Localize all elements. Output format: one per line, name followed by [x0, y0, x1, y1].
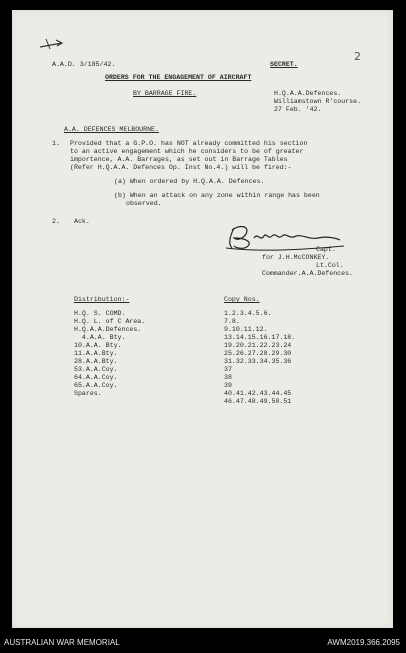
para-1-sub-b-cont: observed. [126, 200, 162, 207]
para-2-text: Ack. [74, 218, 90, 225]
distribution-copies: 31.32.33.34.35.36 [224, 358, 292, 365]
pencil-page-number: 2 [354, 50, 361, 63]
addressee: A.A. DEFENCES MELBOURNE. [64, 126, 159, 133]
table-row [74, 310, 374, 318]
distribution-unit: H.Q. S. COMD. [74, 310, 126, 317]
distribution-copies: 25.26.27.28.29.30 [224, 350, 292, 357]
file-reference: A.A.D. 3/185/42. [52, 61, 116, 68]
document-subtitle: BY BARRAGE FIRE. [133, 90, 197, 97]
distribution-copies: 7.8. [224, 318, 240, 325]
distribution-copies: 9.10.11.12. [224, 326, 268, 333]
table-row [74, 334, 374, 342]
table-row [74, 350, 374, 358]
pencil-arrow-mark [38, 37, 66, 51]
distribution-copies: 39 [224, 382, 232, 389]
para-1-number: 1. [52, 140, 60, 147]
para-1-line: importence, A.A. Barrages, as set out in Barrage Tables [70, 156, 288, 163]
signature-rank: Capt. [316, 246, 336, 253]
table-row [74, 382, 374, 390]
signature-for-line: for J.H.McCONKEY. [262, 254, 330, 261]
distribution-heading: Distribution:- [74, 296, 130, 303]
distribution-table [74, 310, 384, 410]
distribution-unit: 28.A.A.Bty. [74, 358, 118, 365]
document-page [12, 10, 393, 628]
footer-accession-number: AWM2019.366.2095 [327, 638, 400, 647]
classification: SECRET. [270, 61, 298, 68]
table-row [74, 390, 374, 398]
table-row [74, 398, 374, 406]
distribution-unit: 10.A.A. Bty. [74, 342, 122, 349]
signature-rank-2: Lt.Col. [316, 262, 344, 269]
table-row [74, 374, 374, 382]
distribution-copies: 1.2.3.4.5.6. [224, 310, 272, 317]
distribution-copies: 40.41.42.43.44.45 [224, 390, 292, 397]
para-1-sub-b: (b) When an attack on any zone within range has been [114, 192, 320, 199]
table-row [74, 358, 374, 366]
para-1-line: to an active engagement which he considers to be of greater [70, 148, 304, 155]
table-row [74, 342, 374, 350]
origin-line-3: 27 Feb. '42. [274, 106, 322, 113]
footer-institution: AUSTRALIAN WAR MEMORIAL [4, 638, 120, 647]
distribution-copies: 38 [224, 374, 232, 381]
copy-nos-heading: Copy Nos. [224, 296, 260, 303]
distribution-unit: H.Q.A.A.Defences. [74, 326, 142, 333]
para-2-number: 2. [52, 218, 60, 225]
para-1-sub-a: (a) When ordered by H.Q.A.A. Defences. [114, 178, 265, 185]
table-row [74, 318, 374, 326]
distribution-copies: 46.47.48.49.50.51 [224, 398, 292, 405]
distribution-unit: H.Q. L. of C Area. [74, 318, 146, 325]
table-row [74, 326, 374, 334]
para-1-line: (Refer H.Q.A.A. Defences Op. Inst No.4.) will be fired:- [70, 164, 292, 171]
distribution-unit: 11.A.A.Bty. [74, 350, 118, 357]
origin-line-2: Williamstown R'course. [274, 98, 362, 105]
distribution-unit: 65.A.A.Coy. [74, 382, 118, 389]
distribution-unit: Spares. [74, 390, 102, 397]
distribution-copies: 19.20.21.22.23.24 [224, 342, 292, 349]
table-row [74, 366, 374, 374]
origin-line-1: H.Q.A.A.Defences. [274, 90, 342, 97]
distribution-copies: 13.14.15.16.17.18. [224, 334, 296, 341]
distribution-unit: 64.A.A.Coy. [74, 374, 118, 381]
distribution-unit: 53.A.A.Coy. [74, 366, 118, 373]
distribution-copies: 37 [224, 366, 232, 373]
distribution-unit: 4.A.A. Bty. [74, 334, 126, 341]
document-title: ORDERS FOR THE ENGAGEMENT OF AIRCRAFT [105, 74, 252, 81]
signature-appointment: Commander.A.A.Defences. [262, 270, 354, 277]
para-1-line: Provided that a G.P.O. has NOT already committed his section [70, 140, 308, 147]
